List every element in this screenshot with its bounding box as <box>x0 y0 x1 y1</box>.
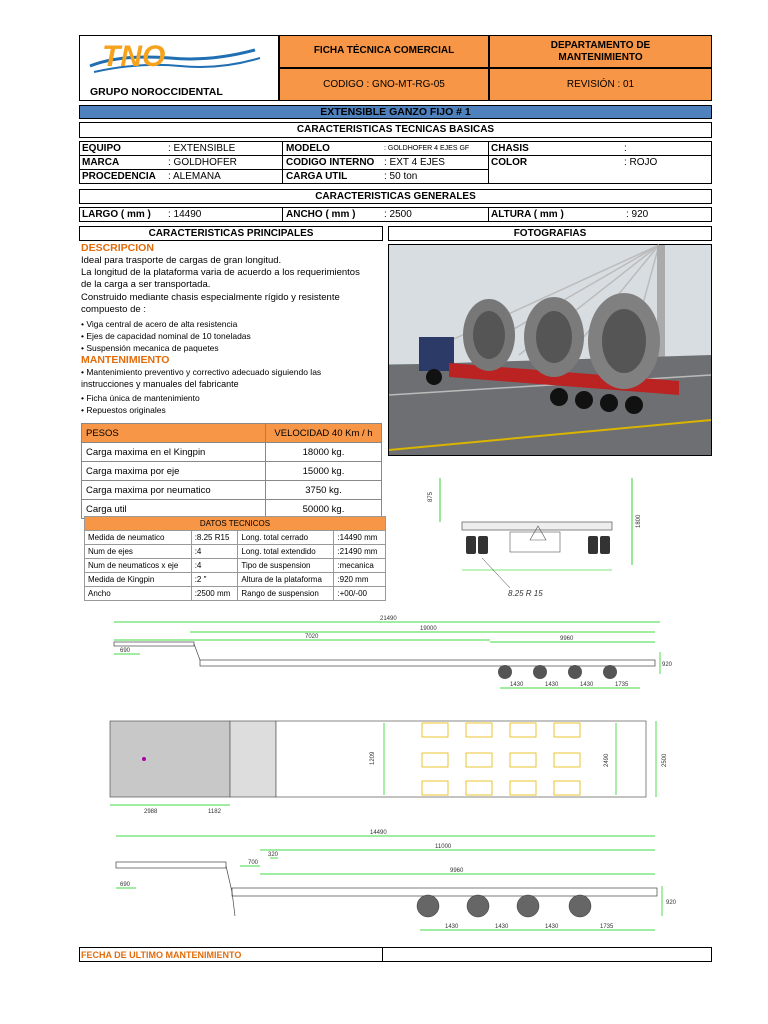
color-label: COLOR <box>491 157 528 168</box>
tech-cell: :+00/-00 <box>334 587 386 601</box>
description-heading: DESCRIPCION <box>81 242 154 254</box>
extended-side-drawing <box>100 612 673 697</box>
svg-text:320: 320 <box>268 852 279 858</box>
tech-cell: :4 <box>191 559 238 573</box>
svg-text:1430: 1430 <box>580 682 594 688</box>
modelo-label: MODELO <box>286 143 330 154</box>
maintenance-heading: MANTENIMIENTO <box>81 354 170 366</box>
maint-bullet-3: • Repuestos originales <box>81 405 166 415</box>
basic-title: CARACTERISTICAS TECNICAS BASICAS <box>79 122 712 138</box>
equipo-label: EQUIPO <box>82 143 121 154</box>
rear-view-drawing <box>420 470 660 605</box>
weight-label: Carga maxima por neumatico <box>82 481 266 500</box>
tech-cell: :14490 mm <box>334 531 386 545</box>
svg-text:1430: 1430 <box>510 682 524 688</box>
svg-text:920: 920 <box>662 662 673 668</box>
svg-text:11000: 11000 <box>435 844 452 850</box>
ancho-label: ANCHO ( mm ) <box>286 209 356 220</box>
tech-cell: Num de neumaticos x eje <box>85 559 192 573</box>
svg-text:14490: 14490 <box>370 830 387 836</box>
svg-text:1430: 1430 <box>495 924 509 930</box>
company-name: GRUPO NOROCCIDENTAL <box>90 86 223 98</box>
general-title: CARACTERISTICAS GENERALES <box>79 189 712 204</box>
svg-text:1209: 1209 <box>370 751 376 765</box>
svg-text:690: 690 <box>120 648 131 654</box>
svg-text:1735: 1735 <box>615 682 629 688</box>
table-row <box>82 443 382 462</box>
weight-label: Carga maxima en el Kingpin <box>82 443 266 462</box>
desc-line-3: de la carga a ser transportada. <box>81 279 211 290</box>
tech-cell: Medida de neumatico <box>85 531 192 545</box>
tech-cell: :4 <box>191 545 238 559</box>
svg-text:9960: 9960 <box>450 868 464 874</box>
desc-line-2: La longitud de la plataforma varia de acuerdo a los requerimientos <box>81 267 360 278</box>
tech-cell: Medida de Kingpin <box>85 573 192 587</box>
altura-label: ALTURA ( mm ) <box>491 209 564 220</box>
desc-bullet-3: • Suspensión mecanica de paquetes <box>81 343 219 353</box>
weight-value: 15000 kg. <box>266 462 382 481</box>
svg-text:1430: 1430 <box>545 682 559 688</box>
svg-text:1735: 1735 <box>600 924 614 930</box>
svg-text:7020: 7020 <box>305 634 319 640</box>
svg-text:8.25 R 15: 8.25 R 15 <box>508 589 543 598</box>
table-row <box>85 545 386 559</box>
procedencia-label: PROCEDENCIA <box>82 171 156 182</box>
maint-bullet-2: • Ficha única de mantenimiento <box>81 393 200 403</box>
svg-text:1800: 1800 <box>636 514 642 528</box>
footer-label: FECHA DE ULTIMO MANTENIMIENTO <box>81 950 242 960</box>
marca-label: MARCA <box>82 157 120 168</box>
doc-title: FICHA TÉCNICA COMERCIAL <box>313 45 455 56</box>
weight-value: 18000 kg. <box>266 443 382 462</box>
department: DEPARTAMENTO DE MANTENIMIENTO <box>550 40 651 63</box>
tech-cell: :mecanica <box>334 559 386 573</box>
chasis-label: CHASIS <box>491 143 529 154</box>
svg-text:19000: 19000 <box>420 626 437 632</box>
tech-cell: Long. total cerrado <box>238 531 334 545</box>
altura-value: : 920 <box>626 209 649 220</box>
weights-header-1: PESOS <box>82 424 266 443</box>
weight-value: 3750 kg. <box>266 481 382 500</box>
table-row <box>82 462 382 481</box>
desc-line-5: compuesto de : <box>81 304 146 315</box>
logo-box <box>79 35 279 101</box>
tech-cell: Rango de suspension <box>238 587 334 601</box>
modelo-value: : GOLDHOFER 4 EJES GF <box>384 145 470 152</box>
tech-cell: Ancho <box>85 587 192 601</box>
svg-text:2500: 2500 <box>662 753 668 767</box>
tech-title: DATOS TECNICOS <box>85 517 386 531</box>
svg-text:875: 875 <box>428 491 434 502</box>
codigo-value: : EXT 4 EJES <box>384 157 445 168</box>
tech-cell: Long. total extendido <box>238 545 334 559</box>
tech-cell: :2 " <box>191 573 238 587</box>
procedencia-value: : ALEMANA <box>168 171 221 182</box>
svg-text:690: 690 <box>120 882 131 888</box>
weight-value: 50000 kg. <box>266 500 382 519</box>
weight-label: Carga maxima por eje <box>82 462 266 481</box>
largo-label: LARGO ( mm ) <box>82 209 151 220</box>
largo-value: : 14490 <box>168 209 202 220</box>
svg-text:920: 920 <box>666 900 677 906</box>
photo-title: FOTOGRAFIAS <box>388 226 712 241</box>
ancho-value: : 2500 <box>384 209 412 220</box>
color-value: : ROJO <box>624 157 658 168</box>
top-view-drawing <box>104 715 674 820</box>
carga-value: : 50 ton <box>384 171 418 182</box>
maint-line-1: • Mantenimiento preventivo y correctivo adecuado siguiendo las <box>81 367 322 377</box>
maint-line-2: instrucciones y manuales del fabricante <box>81 379 239 389</box>
table-row <box>85 573 386 587</box>
carga-label: CARGA UTIL <box>286 171 348 182</box>
trailer-photo <box>388 244 712 456</box>
desc-bullet-1: • Viga central de acero de alta resistencia <box>81 319 238 329</box>
tech-cell: :2500 mm <box>191 587 238 601</box>
svg-text:2490: 2490 <box>604 753 610 767</box>
svg-text:700: 700 <box>248 860 259 866</box>
codigo-label: CODIGO INTERNO <box>286 157 375 168</box>
doc-revision: REVISIÓN : 01 <box>566 79 635 90</box>
principal-title: CARACTERISTICAS PRINCIPALES <box>79 226 383 241</box>
title-bar-text: EXTENSIBLE GANZO FIJO # 1 <box>320 106 471 118</box>
desc-line-1: Ideal para trasporte de cargas de gran longitud. <box>81 255 282 266</box>
table-row <box>85 559 386 573</box>
svg-text:9960: 9960 <box>560 636 574 642</box>
svg-text:1430: 1430 <box>445 924 459 930</box>
table-row <box>85 531 386 545</box>
closed-side-drawing <box>110 826 677 941</box>
doc-code: CODIGO : GNO-MT-RG-05 <box>323 79 445 90</box>
desc-line-4: Construido mediante chasis especialmente rígido y resistente <box>81 292 340 303</box>
weights-table <box>81 423 382 519</box>
tech-cell: :8.25 R15 <box>191 531 238 545</box>
tech-cell: Altura de la plataforma <box>238 573 334 587</box>
weight-label: Carga util <box>82 500 266 519</box>
table-row <box>82 481 382 500</box>
tech-cell: Num de ejes <box>85 545 192 559</box>
svg-text:2988: 2988 <box>144 809 158 815</box>
marca-value: : GOLDHOFER <box>168 157 237 168</box>
svg-text:21490: 21490 <box>380 616 397 622</box>
tech-cell: :920 mm <box>334 573 386 587</box>
weights-header-2: VELOCIDAD 40 Km / h <box>266 424 382 443</box>
svg-text:1182: 1182 <box>208 809 221 815</box>
tech-cell: :21490 mm <box>334 545 386 559</box>
logo-text: TNO <box>102 40 166 73</box>
desc-bullet-2: • Ejes de capacidad nominal de 10 toneladas <box>81 331 251 341</box>
equipo-value: : EXTENSIBLE <box>168 143 236 154</box>
chasis-value: : <box>624 143 627 154</box>
tech-cell: Tipo de suspension <box>238 559 334 573</box>
table-row <box>85 587 386 601</box>
tech-table <box>84 516 386 601</box>
svg-text:1430: 1430 <box>545 924 559 930</box>
